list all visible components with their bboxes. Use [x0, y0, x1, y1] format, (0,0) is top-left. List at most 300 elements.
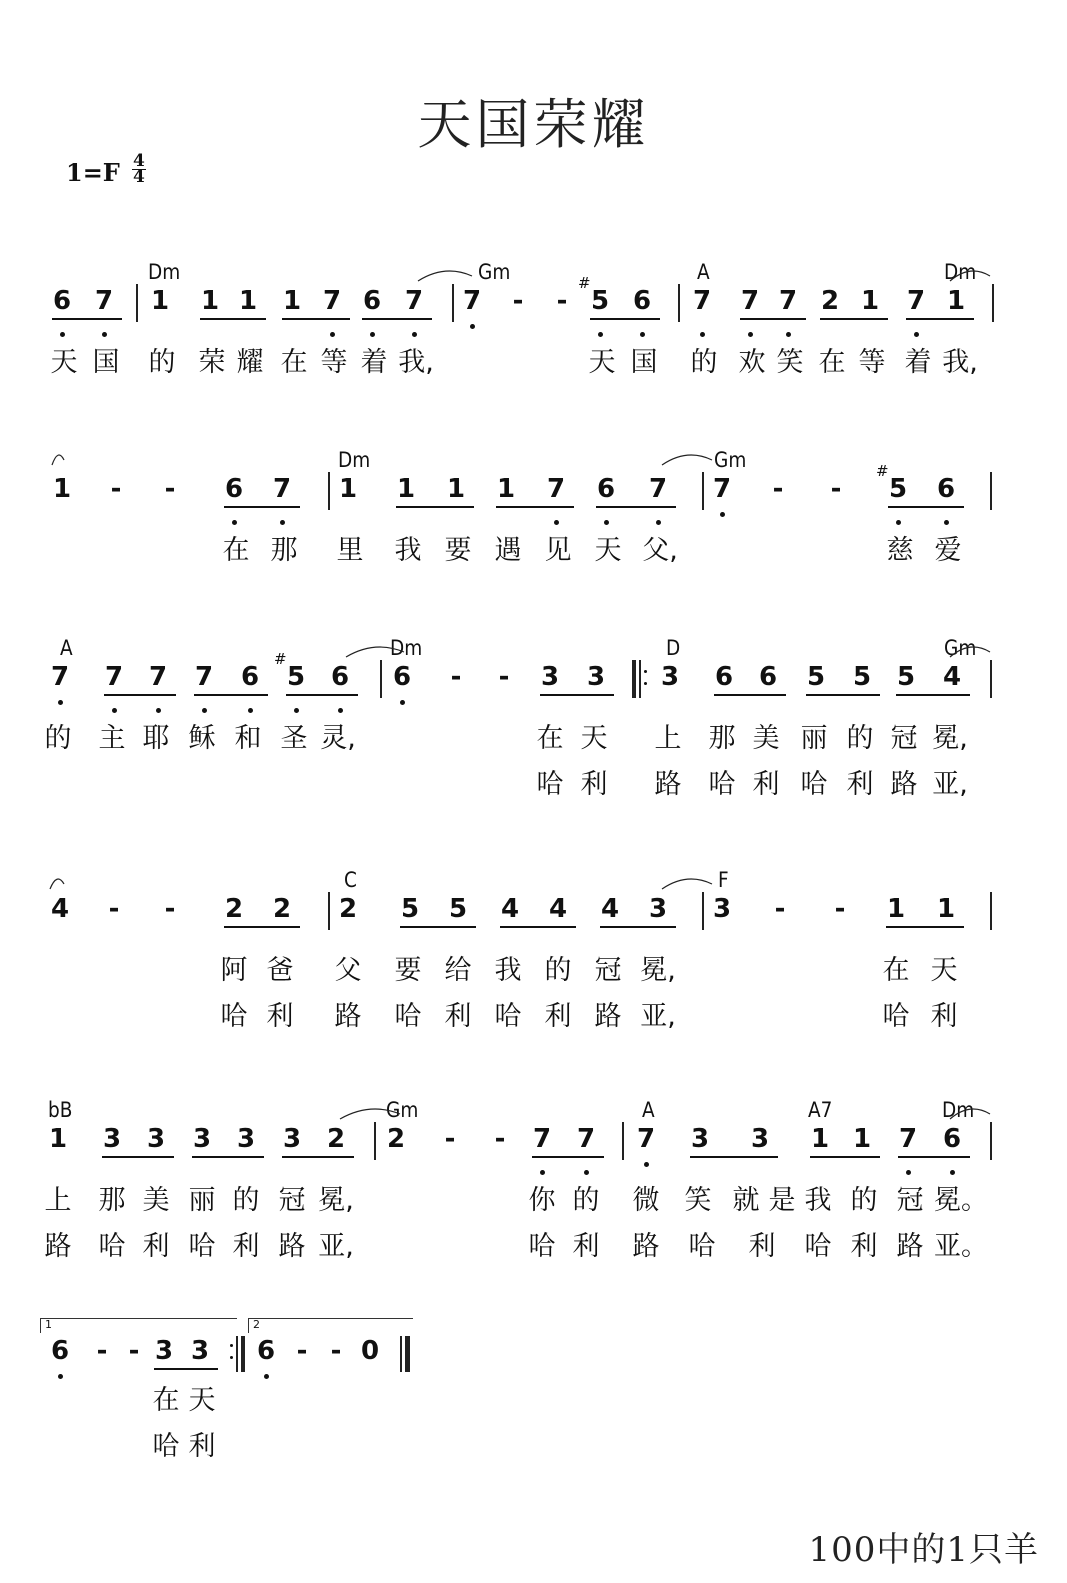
- beam-underline: [400, 926, 476, 928]
- repeat-dot: [644, 682, 647, 685]
- note: 4: [600, 894, 620, 924]
- lyric: 冕,: [318, 1185, 354, 1216]
- note: 7: [50, 662, 70, 692]
- lyric: 天: [188, 1385, 216, 1416]
- beam-underline: [896, 694, 970, 696]
- repeat-end-thick: [241, 1336, 245, 1372]
- bar-line: [380, 660, 382, 698]
- bar-line: [702, 892, 704, 930]
- note: 7: [546, 474, 566, 504]
- note: 1: [48, 1124, 68, 1154]
- lyric: 哈: [188, 1231, 216, 1262]
- slur-tie: [662, 452, 712, 466]
- lyric: 美: [752, 723, 780, 754]
- lyric: 我: [804, 1185, 832, 1216]
- bar-line: [328, 892, 330, 930]
- staff-line-1: [0, 262, 1067, 432]
- note: 6: [50, 1336, 70, 1366]
- note: 1: [238, 286, 258, 316]
- lyric: 哈: [536, 769, 564, 800]
- lyric: 哈: [708, 769, 736, 800]
- octave-dot: [112, 708, 117, 713]
- lyric: 我: [494, 955, 522, 986]
- lyric: 利: [232, 1231, 260, 1262]
- lyric: 路: [654, 769, 682, 800]
- lyric: 亚,: [318, 1231, 354, 1262]
- bar-line: [992, 284, 994, 322]
- lyric: 在: [222, 535, 250, 566]
- lyric: 我,: [398, 347, 434, 378]
- note: 7: [576, 1124, 596, 1154]
- note: -: [512, 286, 524, 316]
- note: 5: [400, 894, 420, 924]
- beam-underline: [362, 318, 432, 320]
- note: 6: [758, 662, 778, 692]
- lyric: 欢: [738, 347, 766, 378]
- note: -: [164, 894, 176, 924]
- note: 7: [692, 286, 712, 316]
- lyric: 冕,: [640, 955, 676, 986]
- lyric: 灵,: [320, 723, 356, 754]
- note: 5: [896, 662, 916, 692]
- octave-dot: [202, 708, 207, 713]
- note: 4: [548, 894, 568, 924]
- octave-dot: [156, 708, 161, 713]
- slur-tie: [950, 1106, 990, 1120]
- octave-dot: [264, 1374, 269, 1379]
- lyric: 那: [708, 723, 736, 754]
- repeat-dot: [644, 670, 647, 673]
- sharp-sign: #: [578, 274, 591, 292]
- footer-credit: 100中的1只羊: [808, 1530, 1039, 1570]
- note: 5: [806, 662, 826, 692]
- chord-symbol: Dm: [148, 260, 181, 284]
- beam-underline: [224, 506, 300, 508]
- lyric: 路: [334, 1001, 362, 1032]
- note: 1: [496, 474, 516, 504]
- lyric: 丽: [800, 723, 828, 754]
- note: -: [330, 1336, 342, 1366]
- beam-underline: [806, 694, 880, 696]
- note: 5 #: [876, 462, 908, 504]
- note: 3: [540, 662, 560, 692]
- lyric: 哈: [394, 1001, 422, 1032]
- note: 1: [282, 286, 302, 316]
- note: 6: [942, 1124, 962, 1154]
- lyric: 的: [44, 723, 72, 754]
- note: -: [498, 662, 510, 692]
- beam-underline: [104, 694, 176, 696]
- time-numerator: 4: [133, 151, 145, 171]
- octave-dot: [58, 700, 63, 705]
- octave-dot: [720, 512, 725, 517]
- note: 3: [236, 1124, 256, 1154]
- note: 1: [936, 894, 956, 924]
- lyric: 阿: [220, 955, 248, 986]
- note: 3: [690, 1124, 710, 1154]
- note: 7: [712, 474, 732, 504]
- octave-dot: [748, 332, 753, 337]
- slur-tie: [950, 268, 990, 282]
- lyric: 着: [904, 347, 932, 378]
- note: 3: [146, 1124, 166, 1154]
- lyric: 微: [632, 1185, 660, 1216]
- final-bar-thick: [405, 1336, 410, 1372]
- note: 7: [94, 286, 114, 316]
- beam-underline: [52, 318, 122, 320]
- lyric: 要: [444, 535, 472, 566]
- chord-symbol: bB: [48, 1098, 73, 1122]
- note: -: [96, 1336, 108, 1366]
- lyric: 上: [44, 1185, 72, 1216]
- lyric: 哈: [804, 1231, 832, 1262]
- note: 2: [386, 1124, 406, 1154]
- beam-underline: [906, 318, 974, 320]
- lyric: 亚。: [934, 1231, 988, 1262]
- octave-dot: [640, 332, 645, 337]
- chord-symbol: Dm: [338, 448, 371, 472]
- lyric: 我,: [942, 347, 978, 378]
- note: 7: [740, 286, 760, 316]
- beam-underline: [888, 506, 964, 508]
- note: -: [830, 474, 842, 504]
- note: 7: [636, 1124, 656, 1154]
- octave-dot: [248, 708, 253, 713]
- beam-underline: [600, 926, 676, 928]
- lyric: 稣: [188, 723, 216, 754]
- lyric: 哈: [882, 1001, 910, 1032]
- beam-underline: [540, 694, 614, 696]
- chord-symbol: Dm: [944, 260, 977, 284]
- lyric: 那: [98, 1185, 126, 1216]
- final-bar-thin: [400, 1336, 402, 1372]
- octave-dot: [914, 332, 919, 337]
- note: 6: [330, 662, 350, 692]
- lyric: 慈: [886, 535, 914, 566]
- slur-tie: [950, 644, 990, 658]
- lyric: 就: [732, 1185, 760, 1216]
- octave-dot: [644, 1162, 649, 1167]
- note: -: [296, 1336, 308, 1366]
- lyric: 天: [588, 347, 616, 378]
- note: 3: [660, 662, 680, 692]
- lyric: 爸: [266, 955, 294, 986]
- octave-dot: [906, 1170, 911, 1175]
- volta-number-1: 1: [45, 1318, 52, 1331]
- lyric: 路: [896, 1231, 924, 1262]
- note: 7: [778, 286, 798, 316]
- slur-tie: [50, 876, 64, 890]
- chord-symbol: A7: [808, 1098, 833, 1122]
- lyric: 耶: [142, 723, 170, 754]
- lyric: 圣: [280, 723, 308, 754]
- volta-number-2: 2: [253, 1318, 260, 1331]
- lyric: 路: [890, 769, 918, 800]
- lyric: 的: [572, 1185, 600, 1216]
- octave-dot: [294, 708, 299, 713]
- note: 1: [810, 1124, 830, 1154]
- chord-symbol: D: [666, 636, 681, 660]
- octave-dot: [400, 700, 405, 705]
- staff-line-3: [0, 638, 1067, 808]
- lyric: 国: [630, 347, 658, 378]
- octave-dot: [338, 708, 343, 713]
- lyric: 笑: [684, 1185, 712, 1216]
- note: -: [774, 894, 786, 924]
- note: 3: [102, 1124, 122, 1154]
- sharp-sign: #: [274, 650, 287, 668]
- note: -: [450, 662, 462, 692]
- slur-tie: [346, 644, 404, 658]
- octave-dot: [786, 332, 791, 337]
- bar-line: [136, 284, 138, 322]
- lyric: 利: [572, 1231, 600, 1262]
- volta-bracket-1: [40, 1318, 237, 1333]
- lyric: 里: [336, 535, 364, 566]
- octave-dot: [102, 332, 107, 337]
- bar-line: [622, 1122, 624, 1160]
- beam-underline: [690, 1156, 778, 1158]
- lyric: 父,: [642, 535, 678, 566]
- octave-dot: [598, 332, 603, 337]
- lyric: 冠: [594, 955, 622, 986]
- beam-underline: [286, 694, 358, 696]
- note: 4: [500, 894, 520, 924]
- beam-underline: [820, 318, 888, 320]
- slur-tie: [340, 1106, 400, 1120]
- note: 7: [462, 286, 482, 316]
- lyric: 在: [280, 347, 308, 378]
- octave-dot: [60, 332, 65, 337]
- lyric: 哈: [220, 1001, 248, 1032]
- lyric: 父: [334, 955, 362, 986]
- lyric: 利: [266, 1001, 294, 1032]
- chord-symbol: Gm: [478, 260, 511, 284]
- beam-underline: [224, 926, 300, 928]
- octave-dot: [370, 332, 375, 337]
- octave-dot: [280, 520, 285, 525]
- note: 3: [712, 894, 732, 924]
- key-signature: 1=F: [66, 158, 120, 187]
- beam-underline: [810, 1156, 880, 1158]
- time-signature: [132, 151, 146, 187]
- lyric: 利: [580, 769, 608, 800]
- note: 6: [256, 1336, 276, 1366]
- slur-tie: [418, 268, 472, 282]
- octave-dot: [604, 520, 609, 525]
- note: 1: [946, 286, 966, 316]
- lyric: 着: [360, 347, 388, 378]
- time-denominator: 4: [133, 167, 145, 187]
- lyric: 利: [188, 1431, 216, 1462]
- octave-dot: [470, 324, 475, 329]
- octave-dot: [950, 1170, 955, 1175]
- note: 6: [936, 474, 956, 504]
- lyric: 的: [148, 347, 176, 378]
- slur-tie: [52, 452, 64, 466]
- note: -: [772, 474, 784, 504]
- note: -: [110, 474, 122, 504]
- repeat-bar-thick: [632, 660, 636, 698]
- beam-underline: [192, 1156, 264, 1158]
- note: 7: [104, 662, 124, 692]
- repeat-dot: [230, 1344, 233, 1347]
- lyric: 在: [882, 955, 910, 986]
- note: 1: [886, 894, 906, 924]
- chord-symbol: Dm: [390, 636, 423, 660]
- note: 6: [714, 662, 734, 692]
- octave-dot: [554, 520, 559, 525]
- volta-bracket-2: [248, 1318, 413, 1333]
- lyric: 上: [654, 723, 682, 754]
- lyric: 笑: [776, 347, 804, 378]
- note: 6: [362, 286, 382, 316]
- chord-symbol: C: [344, 868, 357, 892]
- chord-symbol: A: [697, 260, 710, 284]
- beam-underline: [102, 1156, 174, 1158]
- lyric: 天: [50, 347, 78, 378]
- lyric: 的: [690, 347, 718, 378]
- note: 1: [150, 286, 170, 316]
- sharp-sign: #: [876, 462, 889, 480]
- lyric: 哈: [688, 1231, 716, 1262]
- lyric: 爱: [934, 535, 962, 566]
- beam-underline: [532, 1156, 604, 1158]
- note: 7: [648, 474, 668, 504]
- bar-line: [990, 472, 992, 510]
- note: 7: [906, 286, 926, 316]
- beam-underline: [282, 1156, 354, 1158]
- note: 6: [52, 286, 72, 316]
- note: 3: [586, 662, 606, 692]
- lyric: 美: [142, 1185, 170, 1216]
- bar-line: [990, 892, 992, 930]
- lyric: 冕。: [934, 1185, 988, 1216]
- lyric: 和: [234, 723, 262, 754]
- lyric: 给: [444, 955, 472, 986]
- lyric: 利: [142, 1231, 170, 1262]
- octave-dot: [944, 520, 949, 525]
- note: 1: [860, 286, 880, 316]
- note: 7: [272, 474, 292, 504]
- lyric: 遇: [494, 535, 522, 566]
- lyric: 路: [278, 1231, 306, 1262]
- note: 4: [942, 662, 962, 692]
- lyric: 主: [98, 723, 126, 754]
- lyric: 亚,: [640, 1001, 676, 1032]
- bar-line: [374, 1122, 376, 1160]
- note: 3: [154, 1336, 174, 1366]
- beam-underline: [714, 694, 786, 696]
- note: 7: [148, 662, 168, 692]
- beam-underline: [500, 926, 576, 928]
- note: 1: [446, 474, 466, 504]
- note: -: [556, 286, 568, 316]
- lyric: 哈: [528, 1231, 556, 1262]
- lyric: 利: [930, 1001, 958, 1032]
- note: 5: [852, 662, 872, 692]
- note: -: [108, 894, 120, 924]
- beam-underline: [200, 318, 266, 320]
- chord-symbol: Gm: [714, 448, 747, 472]
- lyric: 见: [544, 535, 572, 566]
- lyric: 利: [748, 1231, 776, 1262]
- bar-line: [328, 472, 330, 510]
- note: 2: [326, 1124, 346, 1154]
- lyric: 利: [850, 1231, 878, 1262]
- staff-line-4: [0, 870, 1067, 1040]
- repeat-dot: [230, 1356, 233, 1359]
- lyric: 耀: [236, 347, 264, 378]
- beam-underline: [496, 506, 574, 508]
- staff-line-2: [0, 450, 1067, 620]
- beam-underline: [596, 506, 676, 508]
- lyric: 路: [44, 1231, 72, 1262]
- lyric: 冠: [896, 1185, 924, 1216]
- beam-underline: [282, 318, 350, 320]
- note: 0: [360, 1336, 380, 1366]
- note: -: [164, 474, 176, 504]
- lyric: 是: [768, 1185, 796, 1216]
- lyric: 的: [846, 723, 874, 754]
- note: -: [128, 1336, 140, 1366]
- octave-dot: [700, 332, 705, 337]
- lyric: 的: [850, 1185, 878, 1216]
- lyric: 你: [528, 1185, 556, 1216]
- note: 7: [404, 286, 424, 316]
- note: 3: [282, 1124, 302, 1154]
- note: 6: [596, 474, 616, 504]
- note: 6: [240, 662, 260, 692]
- lyric: 路: [594, 1001, 622, 1032]
- lyric: 冕,: [932, 723, 968, 754]
- lyric: 在: [536, 723, 564, 754]
- repeat-bar-thin: [639, 660, 641, 698]
- note: 6: [392, 662, 412, 692]
- octave-dot: [540, 1170, 545, 1175]
- lyric: 等: [320, 347, 348, 378]
- lyric: 利: [752, 769, 780, 800]
- note: 2: [224, 894, 244, 924]
- lyric: 亚,: [932, 769, 968, 800]
- lyric: 哈: [800, 769, 828, 800]
- beam-underline: [740, 318, 806, 320]
- note: 5 #: [274, 650, 306, 692]
- beam-underline: [194, 694, 268, 696]
- bar-line: [702, 472, 704, 510]
- lyric: 国: [92, 347, 120, 378]
- octave-dot: [896, 520, 901, 525]
- bar-line: [990, 1122, 992, 1160]
- beam-underline: [396, 506, 474, 508]
- lyric: 利: [444, 1001, 472, 1032]
- lyric: 哈: [98, 1231, 126, 1262]
- note: 2: [272, 894, 292, 924]
- lyric: 荣: [198, 347, 226, 378]
- lyric: 要: [394, 955, 422, 986]
- note: 7: [194, 662, 214, 692]
- chord-symbol: Dm: [942, 1098, 975, 1122]
- octave-dot: [330, 332, 335, 337]
- note: -: [494, 1124, 506, 1154]
- chord-symbol: A: [642, 1098, 655, 1122]
- lyric: 天: [580, 723, 608, 754]
- note: 2: [338, 894, 358, 924]
- lyric: 路: [632, 1231, 660, 1262]
- lyric: 在: [818, 347, 846, 378]
- note: 1: [200, 286, 220, 316]
- song-title: 天国荣耀: [417, 93, 650, 156]
